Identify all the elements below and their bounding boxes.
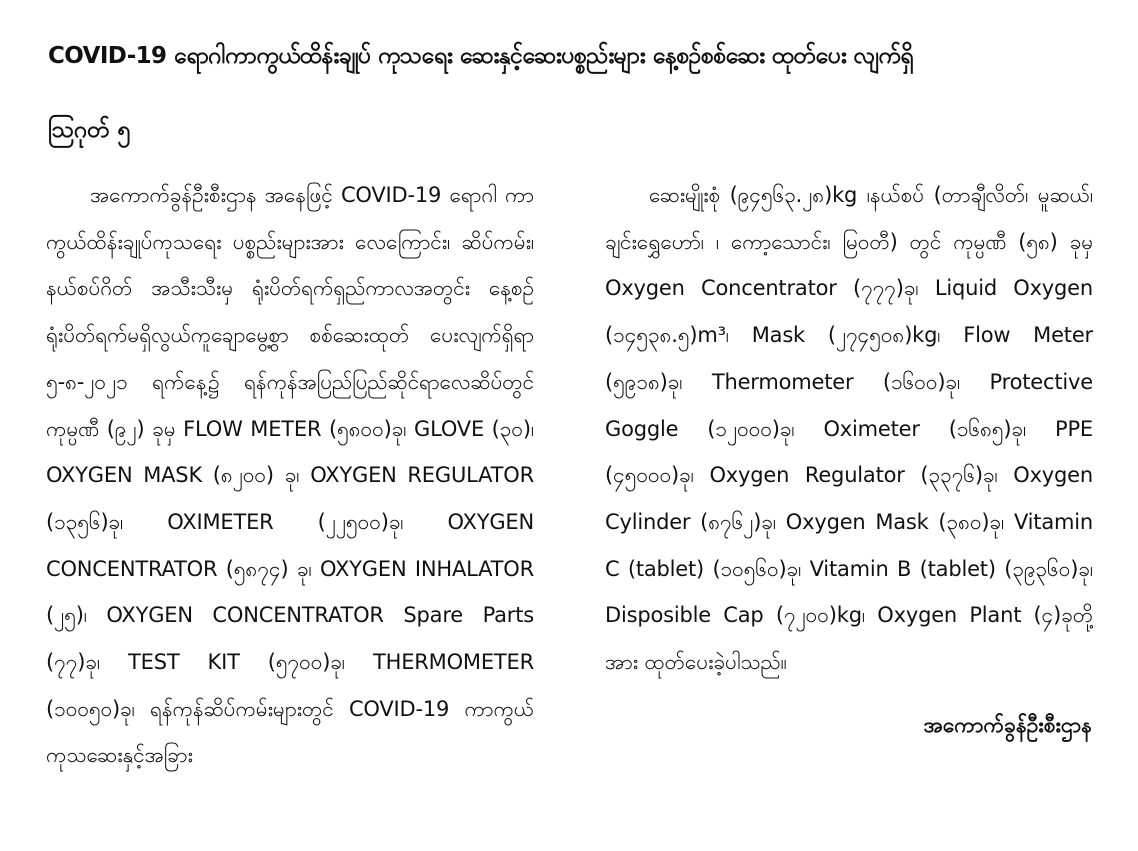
article-headline: COVID-19 ရောဂါကာကွယ်ထိန်းချုပ် ကုသရေး ဆေးနှင့်ဆေးပစ္စည်းများ နေ့စဉ်စစ်ဆေး ထုတ်ပေး လျက်ရှိ <box>48 43 913 69</box>
article-signature: အကောက်ခွန်ဦးစီးဌာန <box>923 713 1092 737</box>
article-column-left <box>46 172 534 842</box>
right-column-text: ဆေးမျိုးစုံ (၉၄၅၆၃.၂၈)kg ၊နယ်စပ် (တာချီလိတ်၊ မူဆယ်၊ ချင်းရွှေဟော်၊ ၊ ကော့သောင်း၊ မြဝတီ) တွင် ကုမ္ပဏီ (၅၈) ခုမှ Oxygen Concentrator (၇၇၇)ခု၊ Liquid Oxygen (၁၄၅၃၈.၅)m³၊ Mask (၂၇၄၅၀၈)kg၊ Flow Meter (၅၉၁၈)ခု၊ Thermometer (၁၆၀၀)ခု၊ Protective Goggle (၁၂၀၀၀)ခု၊ Oximeter (၁၆၈၅)ခု၊ PPE (၄၅၀၀၀)ခု၊ Oxygen Regulator (၃၃၇၆)ခု၊ Oxygen Cylinder (၈၇၆၂)ခု၊ Oxygen Mask (၃၈၀)ခု၊ Vitamin C (tablet) (၁၀၅၆၀)ခု၊ Vitamin B (tablet) (၃၉၃၆၀)ခု၊ Disposible Cap (၇၂၀၀)kg၊ Oxygen Plant (၄)ခုတို့အား ထုတ်ပေးခဲ့ပါသည်။ <box>605 183 1093 675</box>
article-dateline: ဩဂုတ် ၅ <box>48 117 131 143</box>
left-column-text: အကောက်ခွန်ဦးစီးဌာန အနေဖြင့် COVID-19 ရောဂါ ကာကွယ်ထိန်းချုပ်ကုသရေး ပစ္စည်းများအား လေကြောင်း၊ ဆိပ်ကမ်း၊ နယ်စပ်ဂိတ် အသီးသီးမှ ရုံးပိတ်ရက်ရှည်ကာလအတွင်း နေ့စဉ်ရုံးပိတ်ရက်မရှိလွယ်ကူချောမွေ့စွာ စစ်ဆေးထုတ် ပေးလျက်ရှိရာ ၅-၈-၂၀၂၁ ရက်နေ့၌ ရန်ကုန်အပြည်ပြည်ဆိုင်ရာလေဆိပ်တွင်ကုမ္ပဏီ (၉၂) ခုမှ FLOW METER (၅၈၀၀)ခု၊ GLOVE (၃၀)၊ OXYGEN MASK (၈၂၀၀) ခု၊ OXYGEN REGULATOR (၁၃၅၆)ခု၊ OXIMETER (၂၂၅၀၀)ခု၊ OXYGEN CONCENTRATOR (၅၈၇၄) ခု၊ OXYGEN INHALATOR (၂၅)၊ OXYGEN CONCENTRATOR Spare Parts (၇၇)ခု၊ TEST KIT (၅၇၀၀)ခု၊ THERMOMETER (၁၀၀၅၀)ခု၊ ရန်ကုန်ဆိပ်ကမ်းများတွင် COVID-19 ကာကွယ် ကုသဆေးနှင့်အခြား <box>46 183 534 768</box>
article-column-right <box>605 172 1093 692</box>
